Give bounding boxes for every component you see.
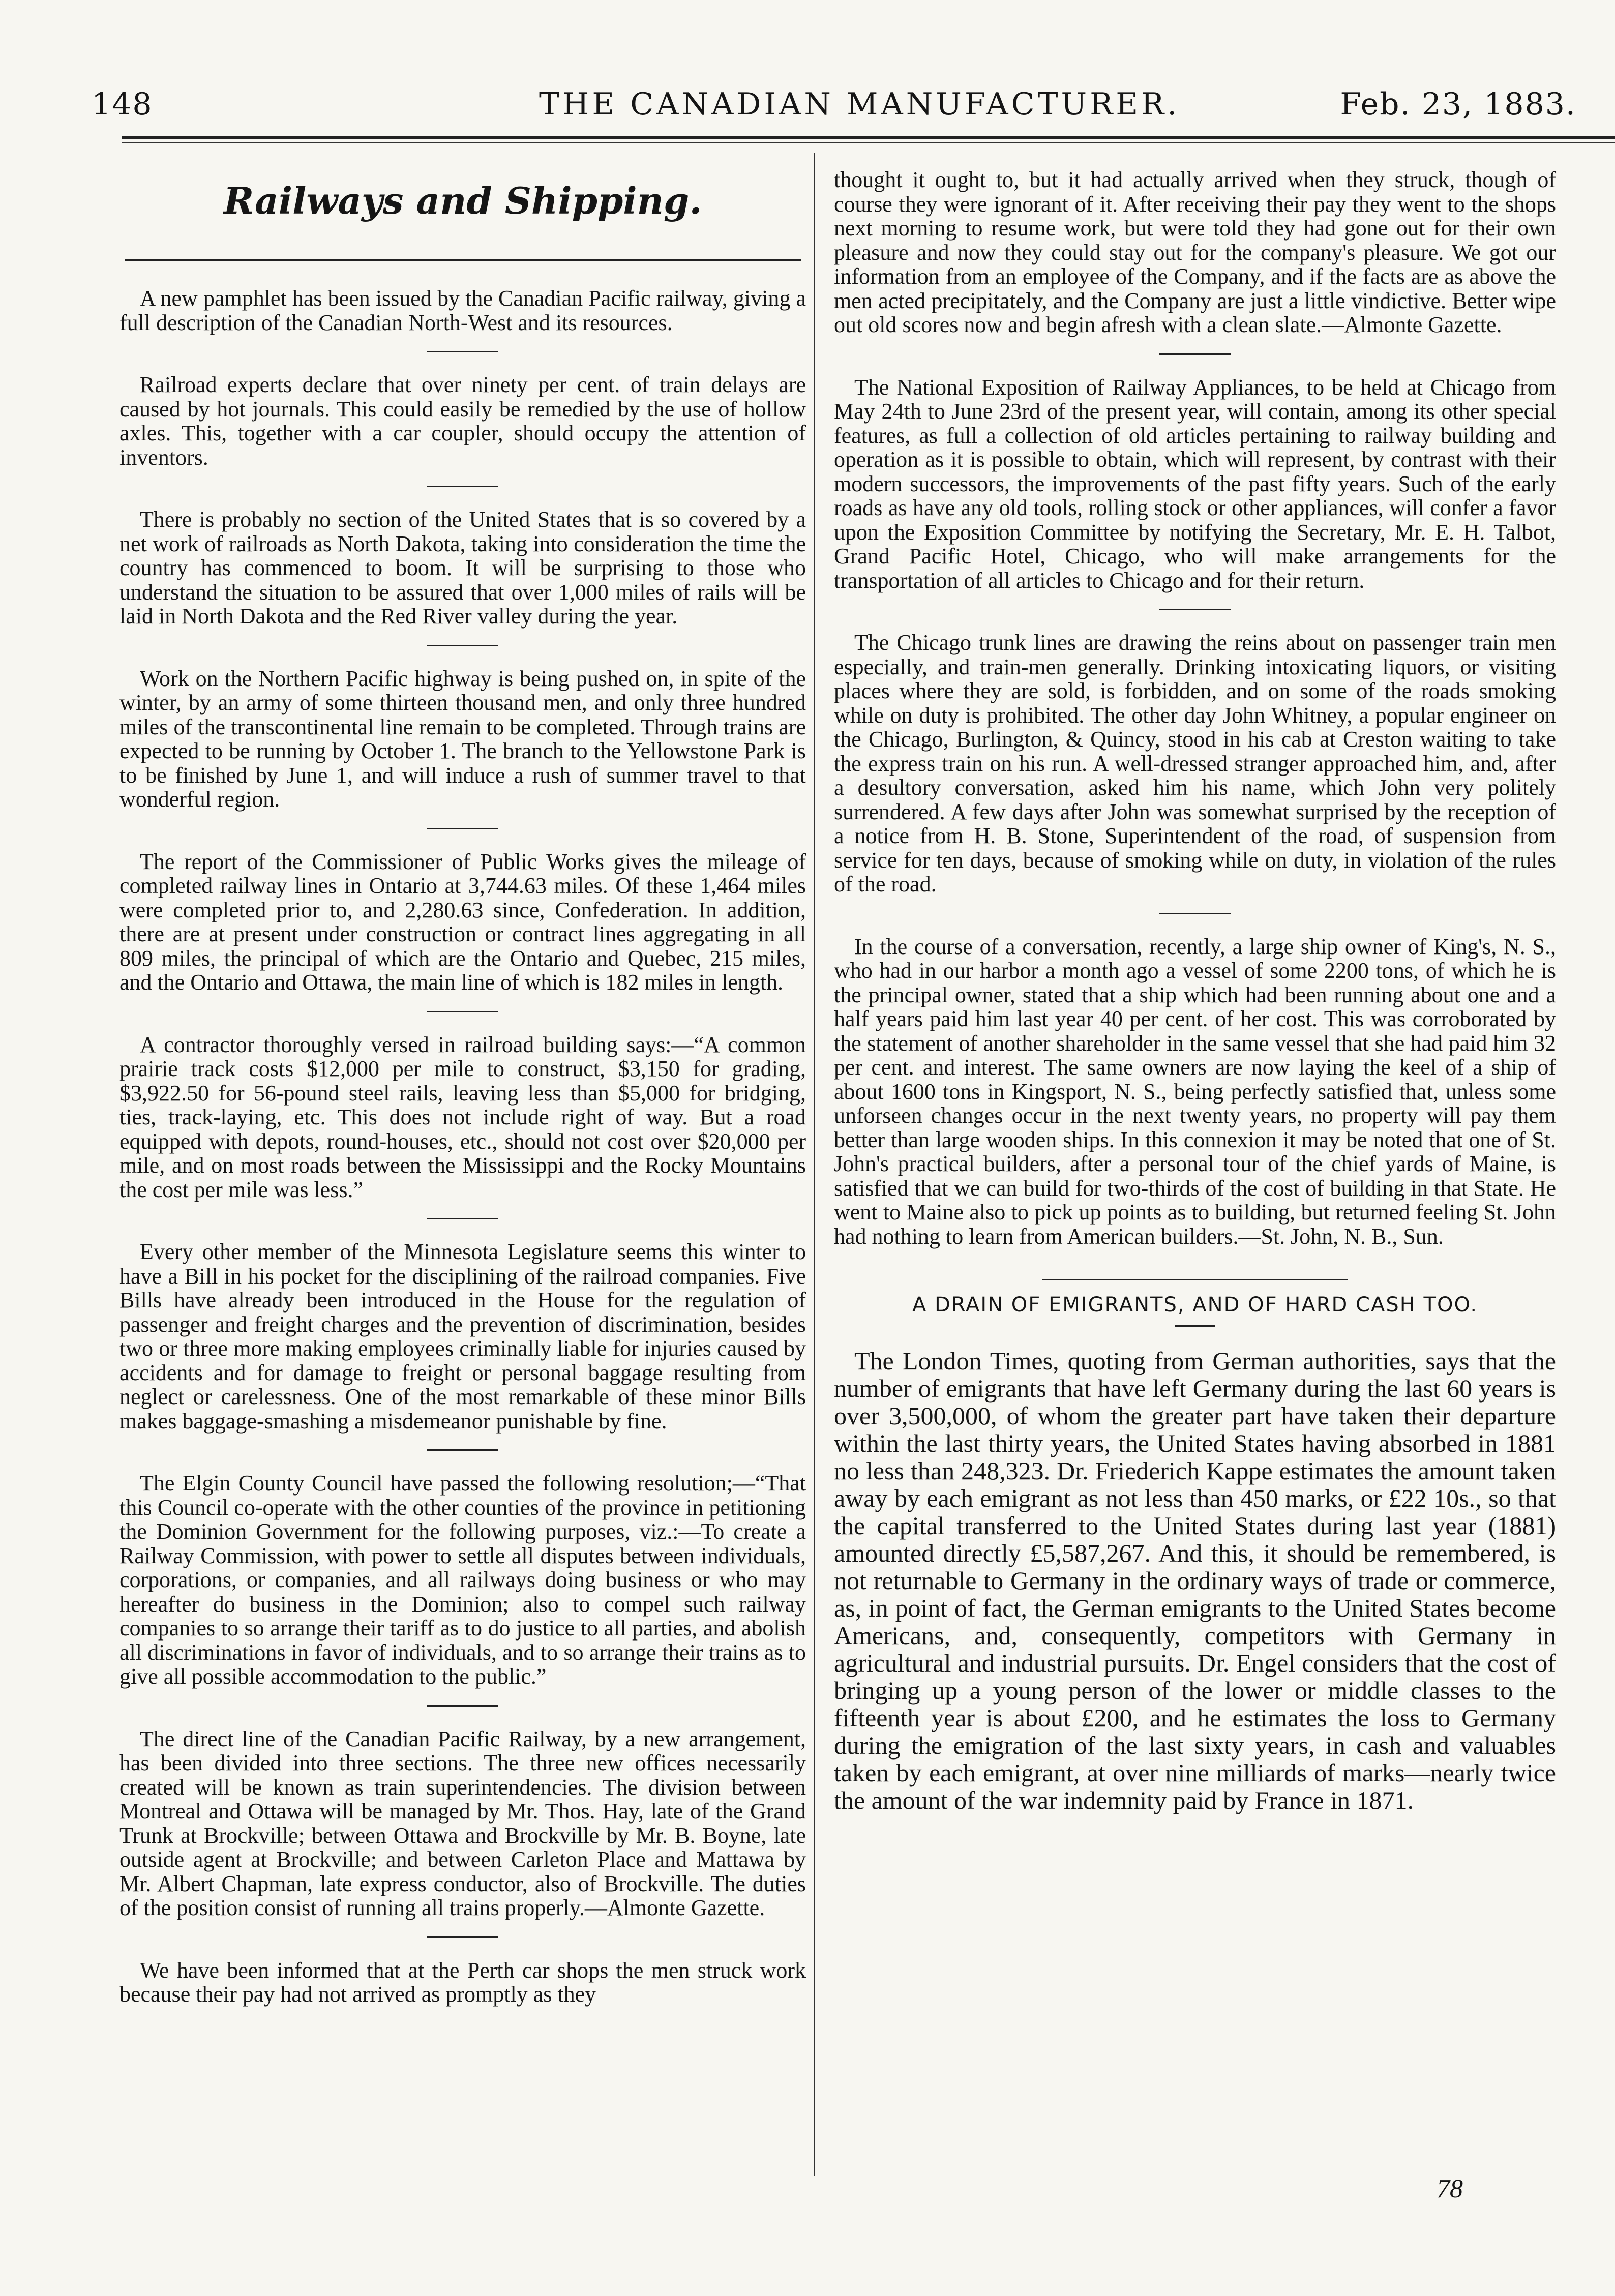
news-item: There is probably no section of the United States that is so covered by a net work of railroads as North Dakota, taking into consideration the time the country has commenced to boom. It will be surprising to those who understand the situation to be assured that over 1,000 miles of rails will be laid in North Dakota and the Red River valley during the year. bbox=[119, 507, 806, 629]
news-item: The National Exposition of Railway Appliances, to be held at Chicago from May 24th to June 23rd of the present year, will contain, among its other special features, as full a collection of old articles pertaining to railway building and operation as it is possible to obtain, which will represent, by contrast with their modern successors, the improvements of the past fifty years. Such of the early roads as have any old tools, rolling stock or other appliances, will confer a favor upon the Exposition Committee by notifying the Secretary, Mr. E. H. Talbot, Grand Pacific Hotel, Chicago, who will make arrangements for the transportation of all articles to Chicago and for their return. bbox=[834, 374, 1556, 593]
item-separator bbox=[427, 828, 498, 829]
header-publication-title: THE CANADIAN MANUFACTURER. bbox=[539, 86, 1180, 122]
item-separator bbox=[1159, 609, 1231, 610]
header-date: Feb. 23, 1883. bbox=[1340, 86, 1576, 122]
footer-page-marker: 78 bbox=[1437, 2174, 1463, 2203]
section-title: Railways and Shipping. bbox=[223, 179, 702, 222]
news-item: We have been informed that at the Perth car shops the men struck work because their pay had not arrived as promptly as they bbox=[119, 1957, 806, 2007]
item-separator bbox=[1159, 353, 1231, 355]
item-separator bbox=[427, 351, 498, 352]
header-page-number: 148 bbox=[92, 86, 153, 122]
news-item: Railroad experts declare that over ninety per cent. of train delays are caused by hot journals. This could easily be remedied by the use of hollow axles. This, together with a car coupler, should occupy the attention of inventors. bbox=[119, 372, 806, 470]
news-item: The Elgin County Council have passed the following resolution;—“That this Council co-operate with the other counties of the province in petitioning the Dominion Government for the following purposes, viz.:—To create a Railway Commission, with power to settle all disputes between individuals, corporations, or companies, and all railways doing business or who may hereafter do business in the Dominion; also to compel such railway companies to so arrange their tariff as to do justice to all parties, and abolish all discriminations in favor of individuals, and to so arrange their trains as to give all possible accommodation to the public.” bbox=[119, 1471, 806, 1689]
article-top-rule bbox=[1042, 1279, 1348, 1280]
news-item: The report of the Commissioner of Public Works gives the mileage of completed railway lines in Ontario at 3,744.63 miles. Of these 1,464 miles were completed prior to, and 2,280.63 since, Confederation. In addition, there are at present under construction or contract lines aggregating in all 809 miles, the principal of which are the Ontario and Quebec, 215 miles, and the Ontario and Ottawa, the main line of which is 182 miles in length. bbox=[119, 849, 806, 995]
item-separator bbox=[427, 1218, 498, 1219]
left-column bbox=[119, 168, 806, 2007]
item-separator bbox=[427, 486, 498, 487]
article-heading: A DRAIN OF EMIGRANTS, AND OF HARD CASH TOO. bbox=[912, 1293, 1478, 1317]
news-item: Work on the Northern Pacific highway is being pushed on, in spite of the winter, by an army of some thirteen thousand men, and only three hundred miles of the transcontinental line remain to be completed. Through trains are expected to be running by October 1. The branch to the Yellowstone Park is to be finished by June 1, and will induce a rush of summer travel to that wonderful region. bbox=[119, 666, 806, 812]
news-item: Every other member of the Minnesota Legislature seems this winter to have a Bill in his pocket for the disciplining of the railroad companies. Five Bills have already been introduced in the House for the regulation of passenger and freight charges and the prevention of discrimination, besides two or three more making employees criminally liable for injuries caused by accidents and for damage to freight or personal baggage resulting from neglect or carelessness. One of the most remarkable of these minor Bills makes baggage-smashing a misdemeanor punishable by fine. bbox=[119, 1239, 806, 1434]
item-separator bbox=[427, 645, 498, 646]
news-item: The direct line of the Canadian Pacific Railway, by a new arrangement, has been divided into three sections. The three new offices necessarily created will be known as train superintendencies. The division between Montreal and Ottawa will be managed by Mr. Thos. Hay, late of the Grand Trunk at Brockville; between Ottawa and Brockville by Mr. B. Boyne, late outside agent at Brockville; and between Carleton Place and Mattawa by Mr. Albert Chapman, late express conductor, also of Brockville. The duties of the position consist of running all trains properly.—Almonte Gazette. bbox=[119, 1726, 806, 1920]
item-separator bbox=[427, 1449, 498, 1451]
news-item: A new pamphlet has been issued by the Canadian Pacific railway, giving a full description of the Canadian North-West and its resources. bbox=[119, 286, 806, 335]
header-rule-thin bbox=[122, 142, 1615, 143]
article-body: The London Times, quoting from German authorities, says that the number of emigrants that have left Germany during the last 60 years is over 3,500,000, of whom the greater part have taken their departure within the last thirty years, the United States having absorbed in 1881 no less than 248,323. Dr. Friederich Kappe estimates the amount taken away by each emigrant as not less than 450 marks, or £22 10s., so that the capital transferred to the United States during last year (1881) amounted directly £5,587,267. And this, it should be remembered, is not returnable to Germany in the ordinary ways of trade or commerce, as, in point of fact, the German emigrants to the United States become Americans, and, consequently, competitors with Germany in agricultural and industrial pursuits. Dr. Engel considers that the cost of bringing up a young person of the lower or middle classes to the fifteenth year is about £200, and he estimates the loss to Germany during the emigration of the last sixty years, in cash and valuables taken by each emigrant, at over nine milliards of marks—nearly twice the amount of the war indemnity paid by France in 1871. bbox=[834, 1347, 1556, 1814]
news-item: In the course of a conversation, recently, a large ship owner of King's, N. S., who had in our harbor a month ago a vessel of some 2200 tons, of which he is the principal owner, stated that a ship which had been running about one and a half years paid him last year 40 per cent. of her cost. This was corroborated by the statement of another shareholder in the same vessel that she had paid him 32 per cent. and interest. The same owners are now laying the keel of a ship of about 1600 tons in Kingsport, N. S., being perfectly satisfied that, unless some unforseen changes occur in the next twenty years, no property will pay them better than large wooden ships. In this connexion it may be noted that one of St. John's practical builders, after a personal tour of the chief yards of Maine, is satisfied that we can build for two-thirds of the cost of building in that State. He went to Maine also to pick up points as to building, but returned feeling St. John had nothing to learn from American builders.—St. John, N. B., Sun. bbox=[834, 934, 1556, 1249]
header-rule bbox=[122, 136, 1615, 139]
news-item: The Chicago trunk lines are drawing the reins about on passenger train men especially, and train-men generally. Drinking intoxicating liquors, or visiting places where they are sold, is forbidden, and on some of the roads smoking while on duty is prohibited. The other day John Whitney, a popular engineer on the Chicago, Burlington, & Quincy, stood in his cab at Creston waiting to take the express train on his run. A well-dressed stranger approached him, and, after a desultory conversation, asked him his name, which John very politely surrendered. A few days after John was somewhat surprised by the reception of a notice from H. B. Stone, Superintendent of the road, of suspension from service for ten days, because of smoking while on duty, in violation of the rules of the road. bbox=[834, 630, 1556, 897]
item-separator bbox=[427, 1011, 498, 1012]
page-header bbox=[92, 86, 1607, 132]
news-item: A contractor thoroughly versed in railroad building says:—“A common prairie track costs $12,000 per mile to construct, $3,150 for grading, $3,922.50 for 56-pound steel rails, leaving less than $5,000 for bridging, ties, track-laying, etc. This does not include right of way. But a road equipped with depots, round-houses, etc., should not cost over $20,000 per mile, and on most roads between the Mississippi and the Rocky Mountains the cost per mile was less.” bbox=[119, 1032, 806, 1202]
item-separator bbox=[1159, 913, 1231, 914]
news-item-continued: thought it ought to, but it had actually arrived when they struck, though of course they were ignorant of it. After receiving their pay they went to the shops next morning to resume work, but were told they had gone out for their own pleasure and now they could stay out for the company's pleasure. We got our information from an employee of the Company, and if the facts are as above the men acted precipitately, and the Company are just a little vindictive. Better wipe out old scores now and begin afresh with a clean slate.—Almonte Gazette. bbox=[834, 167, 1556, 337]
item-separator bbox=[427, 1705, 498, 1707]
item-separator bbox=[427, 1936, 498, 1938]
article-heading-rule bbox=[1175, 1325, 1215, 1327]
section-title-rule bbox=[125, 259, 801, 261]
right-column bbox=[834, 168, 1556, 1814]
column-divider bbox=[814, 153, 815, 2176]
